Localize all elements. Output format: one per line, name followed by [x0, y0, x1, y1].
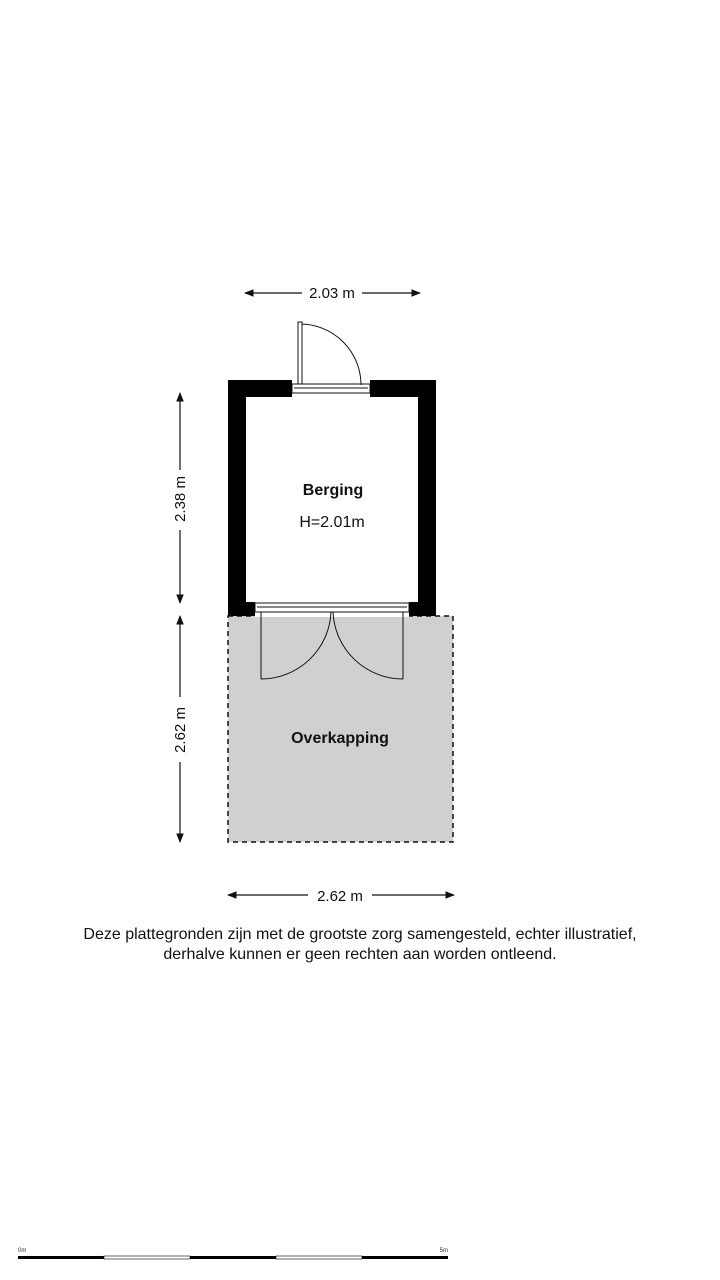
scale-start-label: 0m — [18, 1248, 27, 1254]
room-height-berging: H=2.01m — [299, 514, 365, 531]
dimension-top — [245, 285, 420, 302]
dimension-bottom — [228, 888, 454, 905]
disclaimer-line-1: Deze plattegronden zijn met de grootste zorg samengesteld, echter illustratief, — [83, 926, 637, 943]
dimension-left-overkapping — [172, 616, 189, 842]
room-name-berging: Berging — [302, 482, 364, 499]
dimension-top-label: 2.03 m — [309, 285, 355, 302]
scale-end-label: 5m — [439, 1248, 448, 1254]
disclaimer-line-2: derhalve kunnen er geen rechten aan worden ontleend. — [163, 946, 557, 963]
dimension-bottom-label: 2.62 m — [317, 888, 363, 905]
scale-bar — [18, 1248, 448, 1259]
room-name-overkapping: Overkapping — [291, 730, 389, 747]
dimension-left-overkapping-label: 2.62 m — [172, 707, 189, 753]
overkapping-area — [228, 616, 453, 842]
disclaimer — [0, 925, 720, 965]
dimension-left-berging — [172, 393, 189, 603]
dimension-left-berging-label: 2.38 m — [172, 476, 189, 522]
